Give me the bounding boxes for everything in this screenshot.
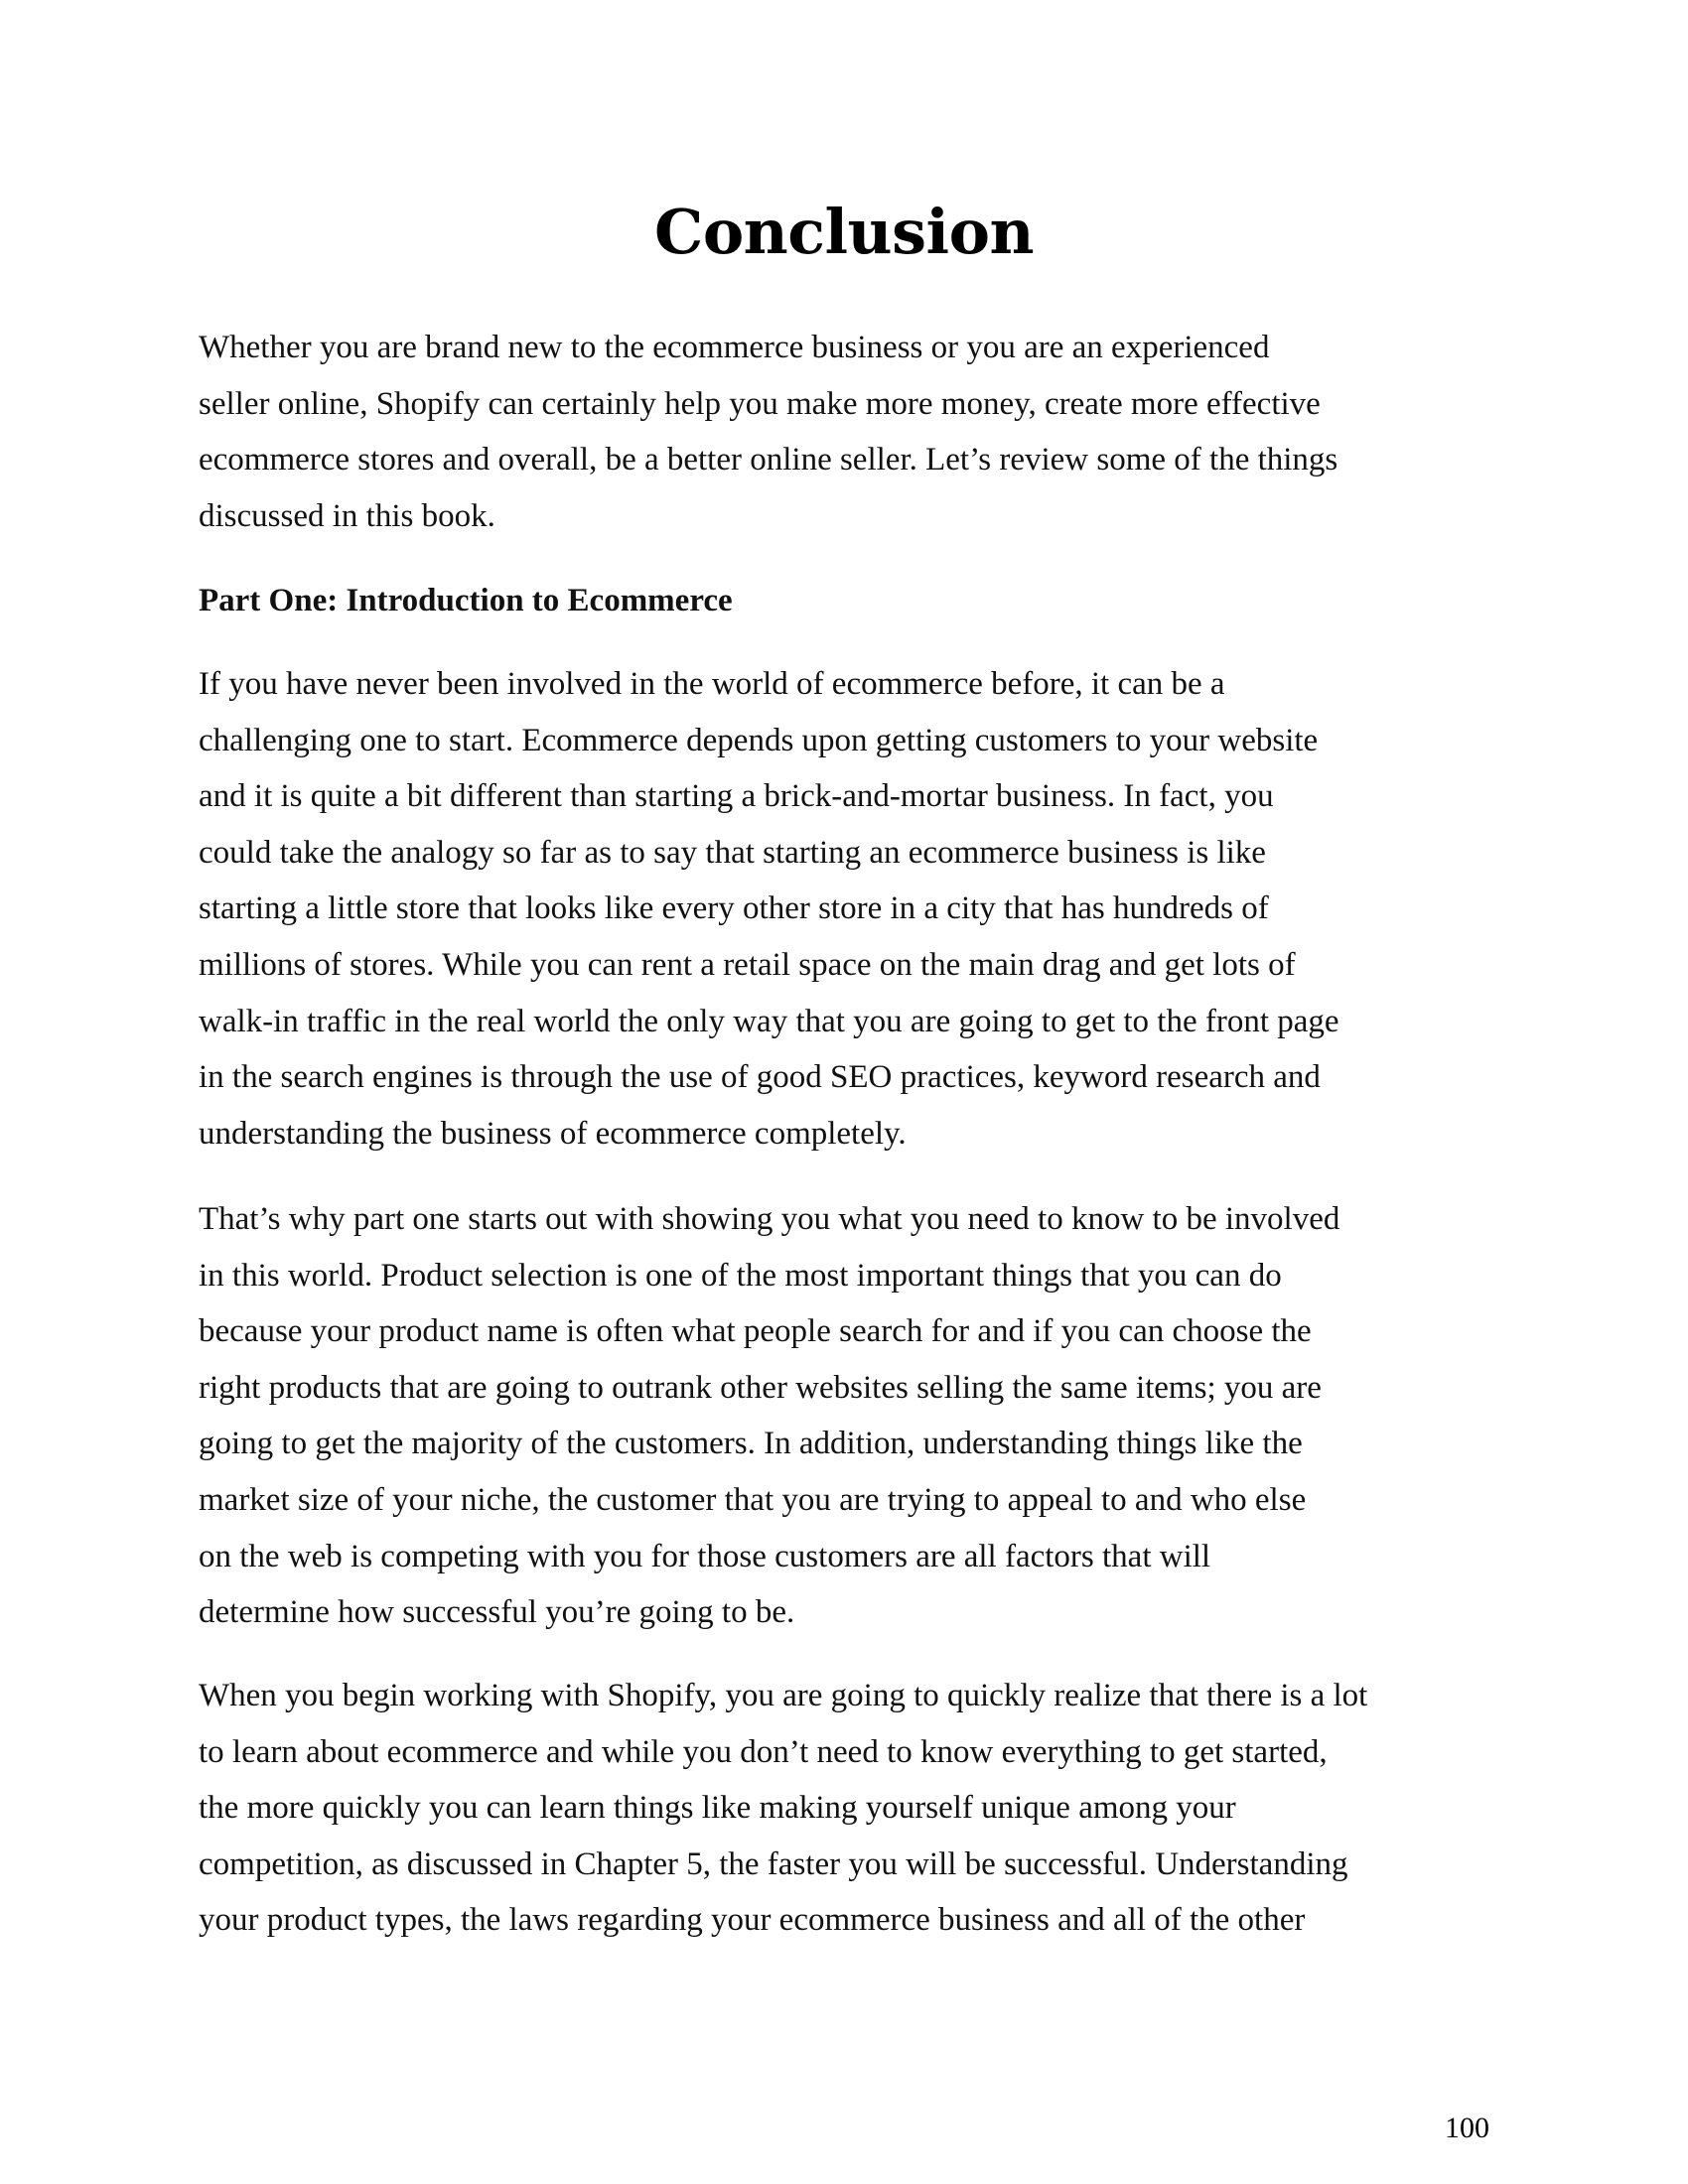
text-line: walk-in traffic in the real world the only way that you are going to get to the front page [199, 1003, 1339, 1039]
page-number: 100 [1445, 2112, 1489, 2144]
text-line: and it is quite a bit different than starting a brick-and-mortar business. In fact, you [199, 778, 1274, 815]
intro-paragraph [199, 320, 1509, 544]
text-line: If you have never been involved in the world of ecommerce before, it can be a [199, 666, 1225, 702]
text-line: When you begin working with Shopify, you are going to quickly realize that there is a lot [199, 1678, 1368, 1713]
text-line: in the search engines is through the use of good SEO practices, keyword research and [199, 1059, 1321, 1096]
text-line: challenging one to start. Ecommerce depends upon getting customers to your website [199, 722, 1319, 758]
text-line: going to get the majority of the customers. In addition, understanding things like the [199, 1426, 1303, 1462]
text-line: on the web is competing with you for those customers are all factors that will [199, 1538, 1211, 1574]
text-line: because your product name is often what people search for and if you can choose the [199, 1313, 1312, 1350]
text-line: millions of stores. While you can rent a retail space on the main drag and get lots of [199, 946, 1296, 983]
text-line: right products that are going to outrank other websites selling the same items; you are [199, 1369, 1322, 1406]
text-line: the more quickly you can learn things like making yourself unique among your [199, 1790, 1236, 1827]
text-line: market size of your niche, the customer that you are trying to appeal to and who else [199, 1481, 1307, 1518]
page-title: Conclusion [653, 196, 1035, 268]
text-line: to learn about ecommerce and while you don’t need to know everything to get started, [199, 1733, 1328, 1770]
text-line: competition, as discussed in Chapter 5, the faster you will be successful. Understanding [199, 1845, 1348, 1882]
text-line: seller online, Shopify can certainly help you make more money, create more effective [199, 385, 1321, 422]
text-line: starting a little store that looks like every other store in a city that has hundreds of [199, 890, 1269, 927]
text-line: determine how successful you’re going to be. [199, 1594, 795, 1631]
text-line: ecommerce stores and overall, be a better online seller. Let’s review some of the things [199, 442, 1338, 478]
text-line: your product types, the laws regarding your ecommerce business and all of the other [199, 1902, 1306, 1939]
text-line: That’s why part one starts out with showing you what you need to know to be involved [199, 1201, 1340, 1237]
body-paragraph [199, 1668, 1509, 1949]
body-paragraph [199, 1191, 1509, 1641]
text-line: could take the analogy so far as to say that starting an ecommerce business is like [199, 834, 1266, 871]
text-line: in this world. Product selection is one of the most important things that you can do [199, 1257, 1282, 1294]
text-line: discussed in this book. [199, 497, 495, 534]
text-line: understanding the business of ecommerce completely. [199, 1115, 907, 1152]
body-paragraph [199, 656, 1509, 1161]
text-line: Whether you are brand new to the ecommerce business or you are an experienced [199, 330, 1270, 365]
section-heading: Part One: Introduction to Ecommerce [199, 583, 733, 618]
